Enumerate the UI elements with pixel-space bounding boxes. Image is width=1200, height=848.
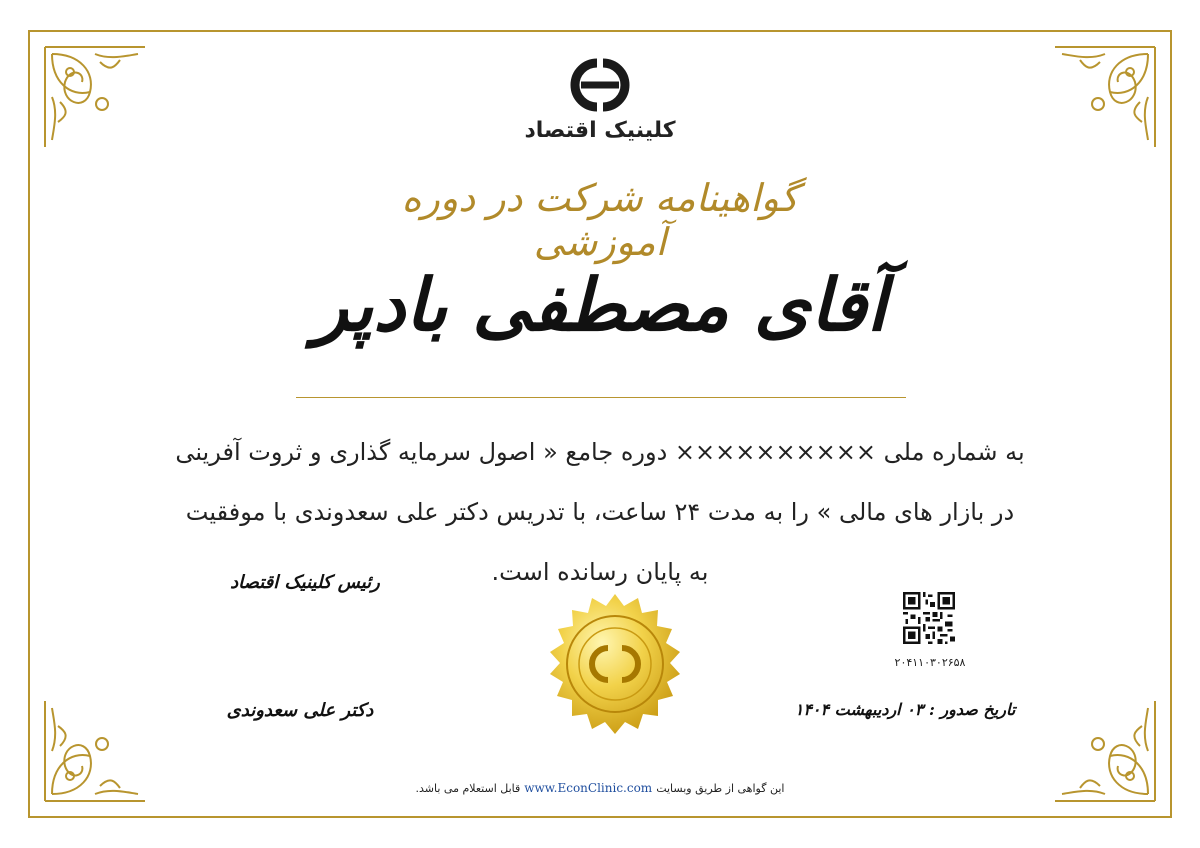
footer-text-before: این گواهی از طریق وبسایت [656,782,785,795]
corner-ornament-icon [1050,42,1160,152]
econclinic-logo-icon [555,55,645,115]
certificate-body: به شماره ملی ×××××××××× دوره جامع « اصول سرمایه گذاری و ثروت آفرینی در بازار های مالی » را به مدت ۲۴ ساعت، با تدریس دکتر علی سعدوندی با موفقیت به پایان رسانده است. [175,438,1025,586]
certificate-title: گواهینامه شرکت در دوره آموزشی [401,176,799,264]
corner-ornament-icon [40,696,150,806]
organization-name: کلینیک اقتصاد [524,118,676,143]
footer-text-after: قابل استعلام می باشد. [415,782,521,795]
signatory-name: دکتر علی سعدوندی [226,700,374,721]
footer-note [330,781,870,795]
recipient-name: آقای مصطفی بادپر [313,262,887,347]
signatory-title: رئیس کلینیک اقتصاد [230,572,380,593]
corner-ornament-icon [1050,696,1160,806]
name-underline [296,397,906,398]
qr-code-icon[interactable] [903,592,955,644]
verification-code: ۲۰۴۱۱۰۳۰۲۶۵۸ [894,656,966,669]
gold-seal-icon [540,592,690,742]
corner-ornament-icon [40,42,150,152]
website-link[interactable]: www.EconClinic.com [524,781,653,795]
issue-date: تاریخ صدور : ۰۳ اردیبهشت ۱۴۰۴ [794,700,1016,719]
